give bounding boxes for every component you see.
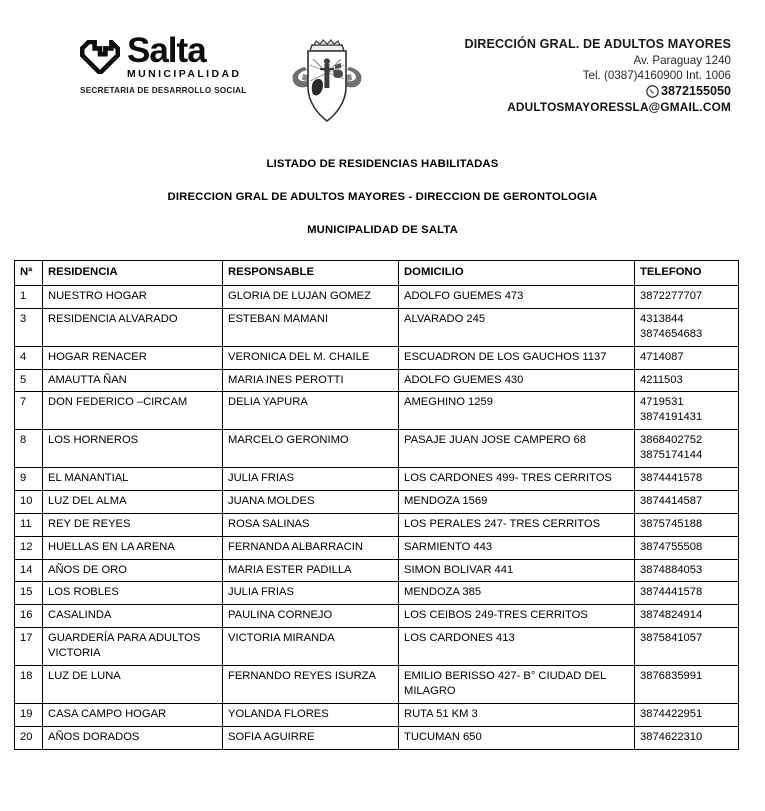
cell-numero: 3 [15, 308, 43, 346]
cell-domicilio: LOS CARDONES 499- TRES CERRITOS [399, 468, 635, 491]
logo-brand-text: Salta [127, 31, 206, 70]
cell-numero: 1 [15, 286, 43, 309]
telefono-number: 3875841057 [640, 632, 703, 645]
residences-table [14, 260, 739, 750]
cell-telefono [635, 490, 739, 513]
column-header-domicilio: DOMICILIO [399, 261, 635, 286]
telefono-number: 3874622310 [640, 730, 703, 743]
table-row [15, 536, 739, 559]
cell-responsable: VERONICA DEL M. CHAILE [223, 346, 399, 369]
cell-domicilio: TUCUMAN 650 [399, 726, 635, 749]
table-header-row [15, 261, 739, 286]
cell-responsable: MARIA INES PEROTTI [223, 369, 399, 392]
document-title-municipality: MUNICIPALIDAD DE SALTA [307, 224, 458, 236]
cell-numero: 4 [15, 346, 43, 369]
table-row [15, 430, 739, 468]
cell-domicilio: ADOLFO GUEMES 473 [399, 286, 635, 309]
column-header-telefono: TELEFONO [635, 261, 739, 286]
contact-title: DIRECCIÓN GRAL. DE ADULTOS MAYORES [464, 37, 731, 51]
cell-telefono [635, 726, 739, 749]
cell-telefono [635, 369, 739, 392]
table-row [15, 369, 739, 392]
telefono-number: 3875745188 [640, 517, 703, 530]
cell-telefono [635, 703, 739, 726]
cell-responsable: JULIA FRIAS [223, 468, 399, 491]
telefono-number: 3874441578 [640, 472, 703, 485]
cell-residencia: LOS ROBLES [43, 582, 223, 605]
cell-telefono [635, 628, 739, 666]
logo-subtitle-text: MUNICIPALIDAD [127, 68, 242, 81]
document-title-main: LISTADO DE RESIDENCIAS HABILITADAS [266, 158, 499, 170]
logo-row [80, 31, 272, 81]
cell-responsable: MARCELO GERONIMO [223, 430, 399, 468]
cell-telefono [635, 430, 739, 468]
cell-domicilio: LOS CEIBOS 249-TRES CERRITOS [399, 605, 635, 628]
logo-wordmark [127, 31, 242, 81]
cell-residencia: AMAUTTA ÑAN [43, 369, 223, 392]
cell-numero: 18 [15, 666, 43, 704]
column-header-responsable: RESPONSABLE [223, 261, 399, 286]
table-row [15, 346, 739, 369]
contact-phone: Tel. (0387)4160900 Int. 1006 [582, 68, 731, 82]
cell-responsable: GLORIA DE LUJAN GOMEZ [223, 286, 399, 309]
cell-telefono [635, 582, 739, 605]
table-row [15, 605, 739, 628]
column-header-residencia: RESIDENCIA [43, 261, 223, 286]
cell-responsable: FERNANDA ALBARRACIN [223, 536, 399, 559]
cell-residencia: DON FEDERICO –CIRCAM [43, 392, 223, 430]
telefono-number: 3874884053 [640, 563, 703, 576]
cell-residencia: NUESTRO HOGAR [43, 286, 223, 309]
cell-telefono [635, 468, 739, 491]
telefono-number: 4211503 [640, 373, 683, 386]
column-header-numero: Nª [15, 261, 43, 286]
cell-domicilio: SARMIENTO 443 [399, 536, 635, 559]
contact-email: ADULTOSMAYORESSLA@GMAIL.COM [507, 99, 731, 114]
heart-icon [80, 40, 120, 74]
table-body [15, 286, 739, 750]
cell-numero: 7 [15, 392, 43, 430]
table-row [15, 582, 739, 605]
cell-responsable: JULIA FRIAS [223, 582, 399, 605]
cell-residencia: EL MANANTIAL [43, 468, 223, 491]
table-row [15, 559, 739, 582]
cell-domicilio: LOS PERALES 247- TRES CERRITOS [399, 513, 635, 536]
cell-telefono [635, 392, 739, 430]
cell-domicilio: MENDOZA 1569 [399, 490, 635, 513]
salta-municipalidad-logo [22, 31, 272, 95]
cell-domicilio: AMEGHINO 1259 [399, 392, 635, 430]
cell-residencia: RESIDENCIA ALVARADO [43, 308, 223, 346]
document-title-group [0, 158, 765, 236]
telefono-number: 3875174144 [640, 449, 703, 462]
telefono-number: 3874441578 [640, 586, 703, 599]
cell-responsable: YOLANDA FLORES [223, 703, 399, 726]
telefono-number: 3876835991 [640, 670, 703, 683]
cell-responsable: SOFIA AGUIRRE [223, 726, 399, 749]
cell-telefono [635, 666, 739, 704]
cell-residencia: LUZ DEL ALMA [43, 490, 223, 513]
table-row [15, 392, 739, 430]
contact-whatsapp-row [382, 83, 731, 100]
cell-responsable: DELIA YAPURA [223, 392, 399, 430]
cell-telefono [635, 286, 739, 309]
cell-numero: 14 [15, 559, 43, 582]
coat-of-arms-icon [289, 35, 365, 127]
cell-domicilio: LOS CARDONES 413 [399, 628, 635, 666]
telefono-number: 3872277707 [640, 290, 703, 303]
table-row [15, 628, 739, 666]
cell-residencia: CASALINDA [43, 605, 223, 628]
cell-responsable: ROSA SALINAS [223, 513, 399, 536]
document-title-department: DIRECCION GRAL DE ADULTOS MAYORES - DIRECCION DE GERONTOLOGIA [167, 191, 598, 203]
cell-telefono [635, 346, 739, 369]
cell-responsable: PAULINA CORNEJO [223, 605, 399, 628]
cell-domicilio: ADOLFO GUEMES 430 [399, 369, 635, 392]
cell-residencia: REY DE REYES [43, 513, 223, 536]
cell-telefono [635, 513, 739, 536]
cell-numero: 17 [15, 628, 43, 666]
cell-domicilio: ESCUADRON DE LOS GAUCHOS 1137 [399, 346, 635, 369]
cell-residencia: HUELLAS EN LA ARENA [43, 536, 223, 559]
telefono-number: 3874824914 [640, 609, 703, 622]
telefono-number: 3874422951 [640, 707, 703, 720]
cell-responsable: VICTORIA MIRANDA [223, 628, 399, 666]
table-row [15, 666, 739, 704]
cell-responsable: FERNANDO REYES ISURZA [223, 666, 399, 704]
cell-numero: 5 [15, 369, 43, 392]
cell-numero: 8 [15, 430, 43, 468]
cell-telefono [635, 308, 739, 346]
cell-numero: 12 [15, 536, 43, 559]
cell-residencia: LOS HORNEROS [43, 430, 223, 468]
cell-numero: 16 [15, 605, 43, 628]
telefono-number: 4714087 [640, 350, 684, 363]
cell-domicilio: RUTA 51 KM 3 [399, 703, 635, 726]
contact-block [382, 34, 743, 115]
cell-domicilio: PASAJE JUAN JOSE CAMPERO 68 [399, 430, 635, 468]
telefono-number: 3874191431 [640, 411, 703, 424]
telefono-number: 3874755508 [640, 540, 703, 553]
document-header [0, 0, 765, 132]
cell-responsable: ESTEBAN MAMANI [223, 308, 399, 346]
cell-residencia: AÑOS DE ORO [43, 559, 223, 582]
cell-telefono [635, 605, 739, 628]
table-row [15, 726, 739, 749]
table-row [15, 513, 739, 536]
cell-numero: 19 [15, 703, 43, 726]
cell-residencia: CASA CAMPO HOGAR [43, 703, 223, 726]
cell-telefono [635, 536, 739, 559]
cell-responsable: MARIA ESTER PADILLA [223, 559, 399, 582]
cell-domicilio: MENDOZA 385 [399, 582, 635, 605]
telefono-number: 4719531 [640, 396, 684, 409]
table-row [15, 703, 739, 726]
table-row [15, 490, 739, 513]
table-head [15, 261, 739, 286]
whatsapp-phone-icon [646, 85, 659, 98]
cell-residencia: LUZ DE LUNA [43, 666, 223, 704]
table-row [15, 468, 739, 491]
cell-responsable: JUANA MOLDES [223, 490, 399, 513]
cell-domicilio: SIMON BOLIVAR 441 [399, 559, 635, 582]
residences-table-wrapper [14, 260, 738, 750]
telefono-number: 4313844 [640, 312, 684, 325]
cell-residencia: GUARDERÍA PARA ADULTOS VICTORIA [43, 628, 223, 666]
cell-telefono [635, 559, 739, 582]
table-row [15, 286, 739, 309]
cell-numero: 20 [15, 726, 43, 749]
cell-domicilio: ALVARADO 245 [399, 308, 635, 346]
contact-whatsapp-number: 3872155050 [660, 84, 731, 99]
telefono-number: 3874414587 [640, 494, 703, 507]
cell-residencia: HOGAR RENACER [43, 346, 223, 369]
cell-residencia: AÑOS DORADOS [43, 726, 223, 749]
telefono-number: 3874654683 [640, 327, 703, 340]
cell-numero: 15 [15, 582, 43, 605]
contact-address: Av. Paraguay 1240 [633, 53, 731, 67]
crest-block [272, 34, 382, 127]
cell-numero: 9 [15, 468, 43, 491]
cell-domicilio: EMILIO BERISSO 427- B° CIUDAD DEL MILAGRO [399, 666, 635, 704]
table-row [15, 308, 739, 346]
cell-numero: 11 [15, 513, 43, 536]
cell-numero: 10 [15, 490, 43, 513]
telefono-number: 3868402752 [640, 434, 703, 447]
logo-tagline: SECRETARIA DE DESARROLLO SOCIAL [80, 85, 247, 95]
